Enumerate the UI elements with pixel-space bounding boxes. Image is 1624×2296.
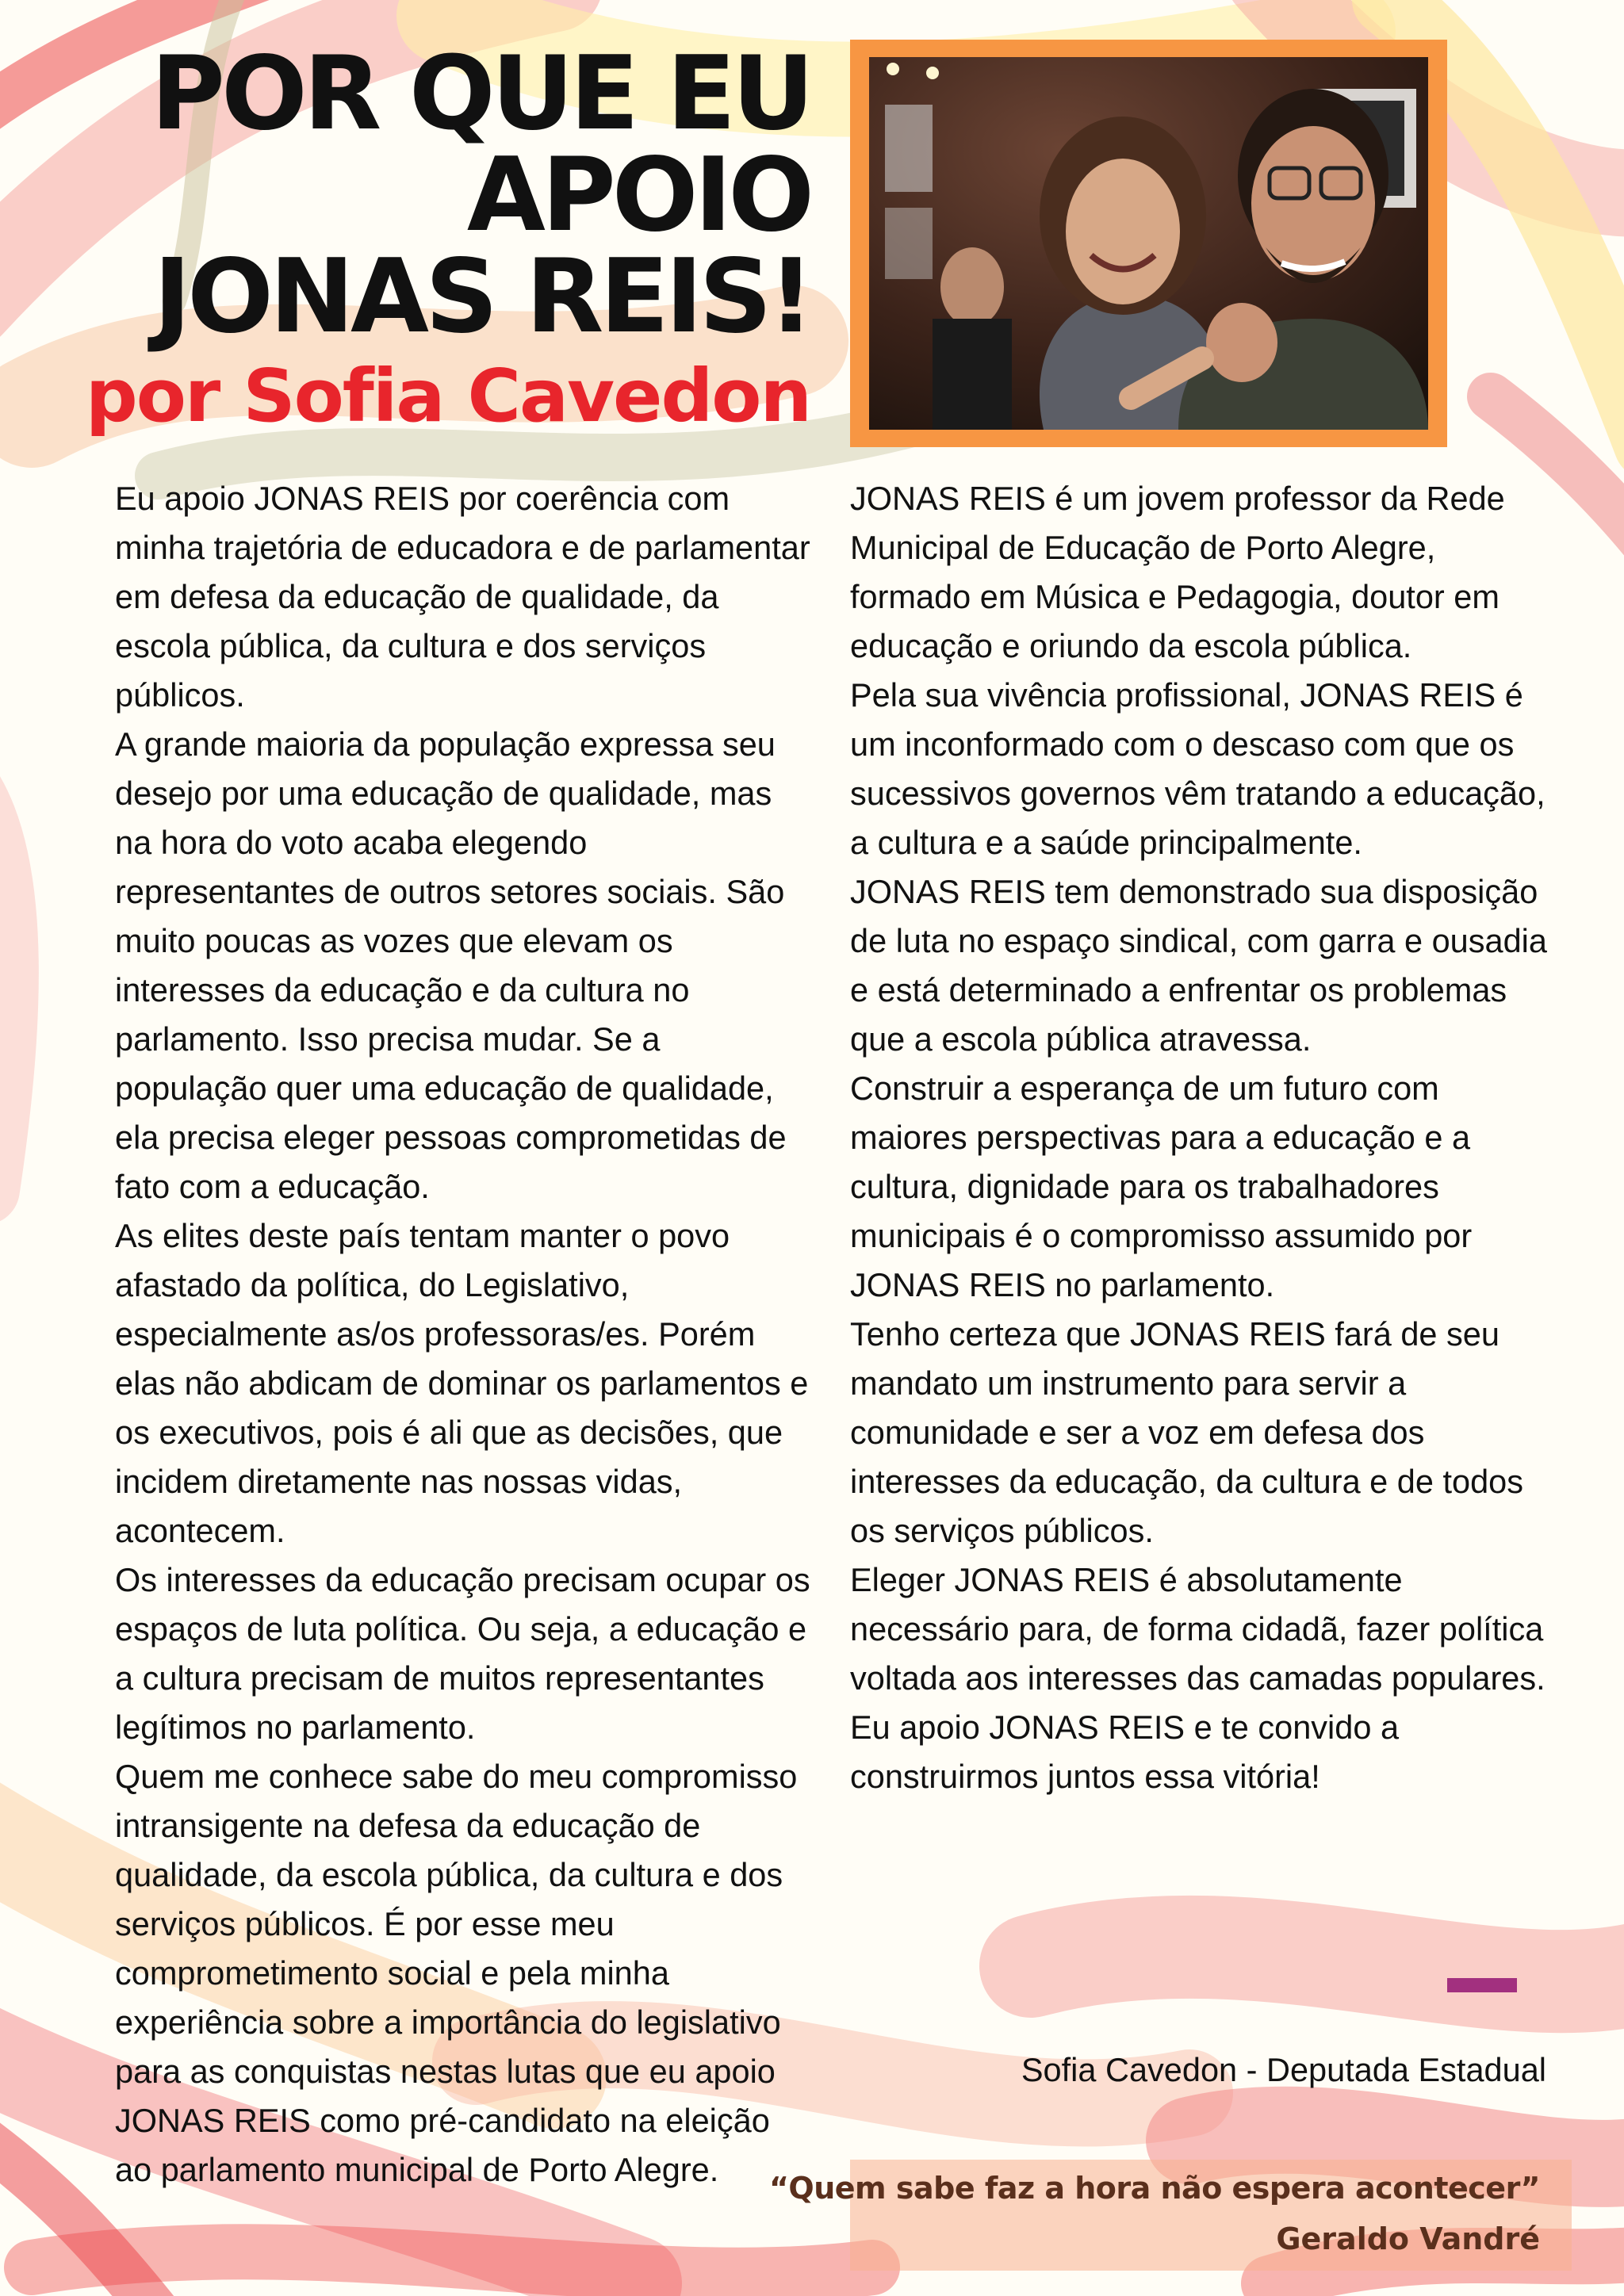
- quote-box: [768, 2160, 1572, 2271]
- title-line-3: JONAS REIS!: [153, 238, 810, 356]
- paragraph: Os interesses da educação precisam ocupar os espaços de luta política. Ou seja, a educação e a cultura precisam de muitos representantes legítimos no parlamento.: [115, 1561, 810, 1746]
- paragraph: Eu apoio JONAS REIS e te convido a construirmos juntos essa vitória!: [850, 1709, 1400, 1795]
- paragraph: Tenho certeza que JONAS REIS fará de seu mandato um instrumento para servir a comunidade e ser a voz em defesa dos interesses da educação, da cultura e de todos os serviços públicos.: [850, 1315, 1524, 1549]
- paragraph: Eu apoio JONAS REIS por coerência com minha trajetória de educadora e de parlamentar em defesa da educação de qualidade, da escola pública, da cultura e dos serviços públicos.: [115, 480, 810, 714]
- paragraph: A grande maioria da população expressa seu desejo por uma educação de qualidade, mas na hora do voto acaba elegendo representantes de outros setores sociais. São muito poucas as vozes que elevam os interesses da educação e da cultura no parlamento. Isso precisa mudar. Se a população quer uma educação de qualidade, ela precisa eleger pessoas comprometidas de fato com a educação.: [115, 725, 787, 1205]
- title-line-1: POR QUE EU: [151, 35, 810, 153]
- title-line-2: APOIO: [466, 136, 810, 254]
- right-column: [850, 474, 1548, 1801]
- quote-text: “Quem sabe faz a hora não espera acontecer”: [768, 2171, 1540, 2206]
- paragraph: Pela sua vivência profissional, JONAS REIS é um inconformado com o descaso com que os sucessivos governos vêm tratando a educação, a cultura e a saúde principalmente.: [850, 676, 1545, 861]
- accent-bar: [1447, 1978, 1517, 1992]
- signature: Sofia Cavedon - Deputada Estadual: [1021, 2051, 1546, 2088]
- paragraph: Construir a esperança de um futuro com maiores perspectivas para a educação e a cultura, dignidade para os trabalhadores municipais é o compromisso assumido por JONAS REIS no parlamento.: [850, 1070, 1473, 1303]
- paragraph: JONAS REIS é um jovem professor da Rede Municipal de Educação de Porto Alegre, formado em Música e Pedagogia, doutor em educação e oriundo da escola pública.: [850, 480, 1505, 664]
- paragraph: Eleger JONAS REIS é absolutamente necessário para, de forma cidadã, fazer política voltada aos interesses das camadas populares.: [850, 1561, 1545, 1697]
- paragraph: As elites deste país tentam manter o povo afastado da política, do Legislativo, especialmente as/os professoras/es. Porém elas não abdicam de dominar os parlamentos e os executivos, pois é ali que as decisões, que incidem diretamente nas nossas vidas, acontecem.: [115, 1217, 809, 1549]
- paragraph: JONAS REIS tem demonstrado sua disposição de luta no espaço sindical, com garra e ousadia e está determinado a enfrentar os problemas que a escola pública atravessa.: [850, 873, 1547, 1058]
- paragraph: Quem me conhece sabe do meu compromisso intransigente na defesa da educação de qualidade, da escola pública, da cultura e dos serviços públicos. É por esse meu comprometimento social e pela minha experiência sobre a importância do legislativo para as conquistas nestas lutas que eu apoio JONAS REIS como pré-candidato na eleição ao parlamento municipal de Porto Alegre.: [115, 1758, 798, 2188]
- author-byline: por Sofia Cavedon: [85, 354, 810, 438]
- page-title: [151, 35, 810, 356]
- quote-author: Geraldo Vandré: [1276, 2221, 1540, 2256]
- portrait-photo: [869, 57, 1428, 430]
- photo-frame: [850, 40, 1447, 447]
- left-column: [115, 474, 813, 2195]
